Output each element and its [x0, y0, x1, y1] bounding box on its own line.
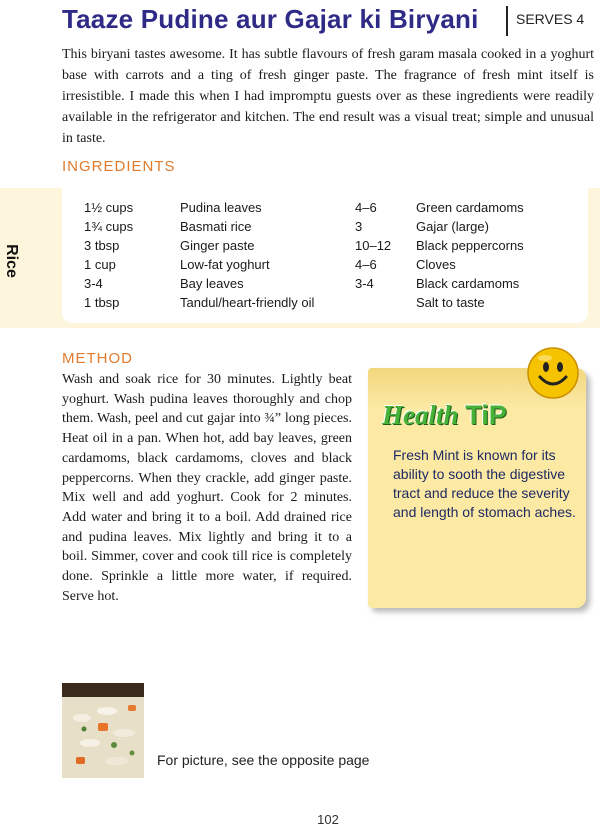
- ingredient-qty: 4–6: [355, 257, 377, 272]
- recipe-intro: This biryani tastes awesome. It has subtle flavours of fresh garam masala cooked in a yoghurt base with carrots and a ting of fresh ginger paste. The fragrance of fresh mint itself is irresistible. I made this when I had impromptu guests over as these ingredients were readily available in the refrigerator and kitchen. The end result was a visual treat; simple and unusual in taste.: [62, 47, 594, 146]
- health-tip-title: [382, 400, 507, 431]
- ingredient-name: Low-fat yoghurt: [180, 257, 270, 272]
- ingredient-name: Bay leaves: [180, 276, 244, 291]
- recipe-title: Taaze Pudine aur Gajar ki Biryani: [62, 4, 479, 34]
- section-tab: [1, 246, 21, 276]
- serves-label: SERVES 4: [516, 11, 585, 27]
- ingredient-name: Basmati rice: [180, 219, 252, 234]
- ingredient-qty: 3-4: [84, 276, 103, 291]
- ingredient-name: Gajar (large): [416, 219, 489, 234]
- method-text: Wash and soak rice for 30 minutes. Lightly beat yoghurt. Wash pudina leaves thoroughly and chop them. Wash, peel and cut gajar into ¾” long pieces. Heat oil in a pan. When hot, add bay leaves, green cardamoms, black cardamoms, cloves and black peppercorns. When they crackle, add ginger paste. Mix well and add yoghurt. Cook for 2 minutes. Add water and bring it to a boil. Add drained rice and pudina leaves. Mix lightly and bring it to a boil. Simmer, cover and cook till rice is completely done. Sprinkle a little more water, if required. Serve hot.: [62, 372, 352, 604]
- ingredient-name: Black peppercorns: [416, 238, 524, 253]
- ingredient-name: Tandul/heart-friendly oil: [180, 295, 315, 310]
- ingredient-name: Black cardamoms: [416, 276, 520, 291]
- ingredient-name: Pudina leaves: [180, 200, 262, 215]
- ingredient-name: Ginger paste: [180, 238, 255, 253]
- ingredient-qty: 1 tbsp: [84, 295, 120, 310]
- ingredient-qty: 3: [355, 219, 363, 234]
- biryani-photo: [62, 683, 144, 778]
- smiley-face-icon: [526, 346, 580, 400]
- ingredients-heading: INGREDIENTS: [62, 158, 176, 175]
- ingredient-name: Green cardamoms: [416, 200, 524, 215]
- health-tip-title-tip: TiP: [465, 400, 507, 430]
- ingredient-name: Cloves: [416, 257, 456, 272]
- health-tip-text: Fresh Mint is known for its ability to sooth the digestive tract and reduce the severity and length of stomach aches.: [393, 447, 576, 520]
- picture-note: For picture, see the opposite page: [157, 752, 370, 768]
- section-label: Rice: [3, 244, 21, 278]
- ingredient-qty: 1¾ cups: [84, 219, 134, 234]
- ingredient-qty: 10–12: [355, 238, 392, 253]
- ingredient-qty: 4–6: [355, 200, 377, 215]
- method-heading: METHOD: [62, 350, 133, 367]
- ingredient-qty: 3 tbsp: [84, 238, 120, 253]
- ingredient-qty: 3-4: [355, 276, 374, 291]
- ingredient-qty: 1 cup: [84, 257, 116, 272]
- health-tip-title-word: Health: [382, 400, 459, 430]
- ingredient-name: Salt to taste: [416, 295, 485, 310]
- ingredient-qty: 1½ cups: [84, 200, 134, 215]
- page-number: 102: [317, 812, 339, 827]
- serves-divider: [506, 6, 508, 36]
